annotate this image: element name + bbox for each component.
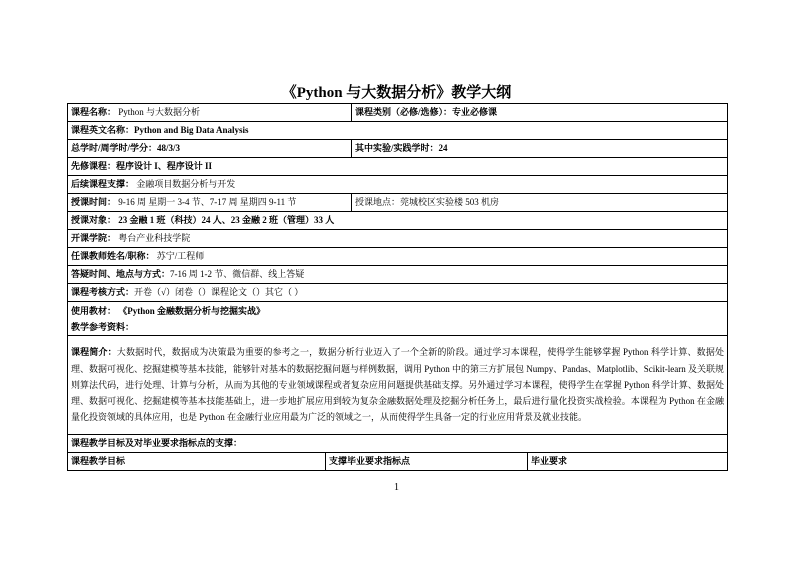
english-name-cell bbox=[68, 122, 728, 140]
objectives-header-cell bbox=[68, 435, 728, 453]
label: 课程名称： bbox=[71, 107, 117, 117]
label: 开课学院： bbox=[71, 233, 117, 243]
table-row bbox=[68, 435, 728, 453]
value: 程序设计 I、程序设计 II bbox=[116, 161, 213, 171]
label: 后续课程支撑： bbox=[71, 179, 135, 189]
value: 专业必修课 bbox=[452, 107, 498, 117]
value: 大数据时代，数据成为决策最为重要的参考之一，数据分析行业迈入了一个全新的阶段。通过学习本课程，使得学生能够掌握 Python 科学计算、数据处理、数据可视化、挖掘建模等基本技能，能够针对基本的数据挖掘问题与样例数据，调用 Python 中的第三方扩展包 Numpy、Pandas、Matplotlib、Scikit-learn 及关联规则算法代码，进行处理、计算与分析，从而为其他的专业领域课程或者复杂应用问题提供基础支撑。另外通过学习本课程，使得学生在掌握 Python 科学计算、数据处理、数据可视化、挖掘建模等基本技能基础上，进一步地扩展应用到较为复杂金融数据处理及挖掘分析任务上，最后进行量化投资实战检验。本课程为 Python 在金融量化投资领域的具体应用，也是 Python 在金融行业应用最为广泛的领域之一，从而使得学生具备一定的行业应用背景及就业技能。 bbox=[71, 347, 724, 423]
table-row bbox=[68, 104, 728, 122]
table-row bbox=[68, 158, 728, 176]
value: 苏宁/工程师 bbox=[156, 251, 205, 261]
time-cell bbox=[68, 194, 352, 212]
label: 授课地点： bbox=[355, 197, 401, 207]
label: 先修课程： bbox=[71, 161, 117, 171]
label: 课程简介： bbox=[71, 347, 117, 358]
value: 24 bbox=[438, 143, 448, 153]
value: 7-16 周 1-2 节、微信群、线上答疑 bbox=[170, 269, 305, 279]
value: 48/3/3 bbox=[157, 143, 181, 153]
page-number: 1 bbox=[394, 482, 399, 493]
value: 金融项目数据分析与开发 bbox=[136, 179, 236, 189]
label: 答疑时间、地点与方式： bbox=[71, 269, 171, 279]
label: 课程教学目标 bbox=[71, 456, 126, 466]
hours-cell bbox=[68, 140, 352, 158]
label: 课程考核方式： bbox=[71, 287, 135, 297]
table-row bbox=[68, 194, 728, 212]
references-line bbox=[71, 319, 724, 335]
label: 任课教师姓名/职称： bbox=[71, 251, 155, 261]
course-name-cell bbox=[68, 104, 352, 122]
label: 课程教学目标及对毕业要求指标点的支撑： bbox=[71, 438, 243, 448]
value: Python and Big Data Analysis bbox=[134, 125, 249, 135]
lab-hours-cell bbox=[352, 140, 728, 158]
course-type-cell bbox=[352, 104, 728, 122]
location-cell bbox=[352, 194, 728, 212]
column-header bbox=[326, 453, 528, 471]
value: 开卷（√）闭卷（）课程论文（）其它（ ） bbox=[134, 287, 304, 297]
value: 粤台产业科技学院 bbox=[118, 233, 191, 243]
prereq-cell bbox=[68, 158, 728, 176]
value: 9-16 周 星期一 3-4 节、7-17 周 星期四 9-11 节 bbox=[118, 197, 297, 207]
value: Python 与大数据分析 bbox=[118, 107, 201, 117]
label: 总学时/周学时/学分： bbox=[71, 143, 158, 153]
value: 23 金融 1 班（科技）24 人、23 金融 2 班（管理）33 人 bbox=[118, 215, 335, 225]
label: 使用教材： bbox=[71, 305, 117, 316]
teacher-cell bbox=[68, 248, 728, 266]
intro-cell bbox=[68, 336, 728, 435]
table-row bbox=[68, 122, 728, 140]
value: 《Python 金融数据分析与挖掘实战》 bbox=[118, 305, 266, 316]
syllabus-table bbox=[67, 103, 728, 471]
table-row bbox=[68, 212, 728, 230]
college-cell bbox=[68, 230, 728, 248]
label: 支撑毕业要求指标点 bbox=[329, 456, 411, 466]
table-row bbox=[68, 176, 728, 194]
label: 其中实验/实践学时： bbox=[355, 143, 439, 153]
label: 教学参考资料： bbox=[71, 321, 135, 332]
column-header bbox=[528, 453, 728, 471]
label: 课程类别（必修/选修）： bbox=[355, 107, 453, 117]
label: 授课时间： bbox=[71, 197, 117, 207]
qa-cell bbox=[68, 266, 728, 284]
table-row bbox=[68, 230, 728, 248]
label: 授课对象： bbox=[71, 215, 117, 225]
column-header bbox=[68, 453, 326, 471]
target-cell bbox=[68, 212, 728, 230]
label: 毕业要求 bbox=[531, 456, 568, 466]
table-row bbox=[68, 284, 728, 302]
textbook-line bbox=[71, 303, 724, 319]
table-row bbox=[68, 302, 728, 336]
subsequent-cell bbox=[68, 176, 728, 194]
label: 课程英文名称： bbox=[71, 125, 135, 135]
value: 莞城校区实验楼 503 机房 bbox=[400, 197, 500, 207]
exam-cell bbox=[68, 284, 728, 302]
textbook-cell bbox=[68, 302, 728, 336]
table-row bbox=[68, 336, 728, 435]
table-row bbox=[68, 248, 728, 266]
table-row bbox=[68, 453, 728, 471]
table-row bbox=[68, 140, 728, 158]
document-title: 《Python 与大数据分析》教学大纲 bbox=[281, 85, 512, 101]
table-row bbox=[68, 266, 728, 284]
